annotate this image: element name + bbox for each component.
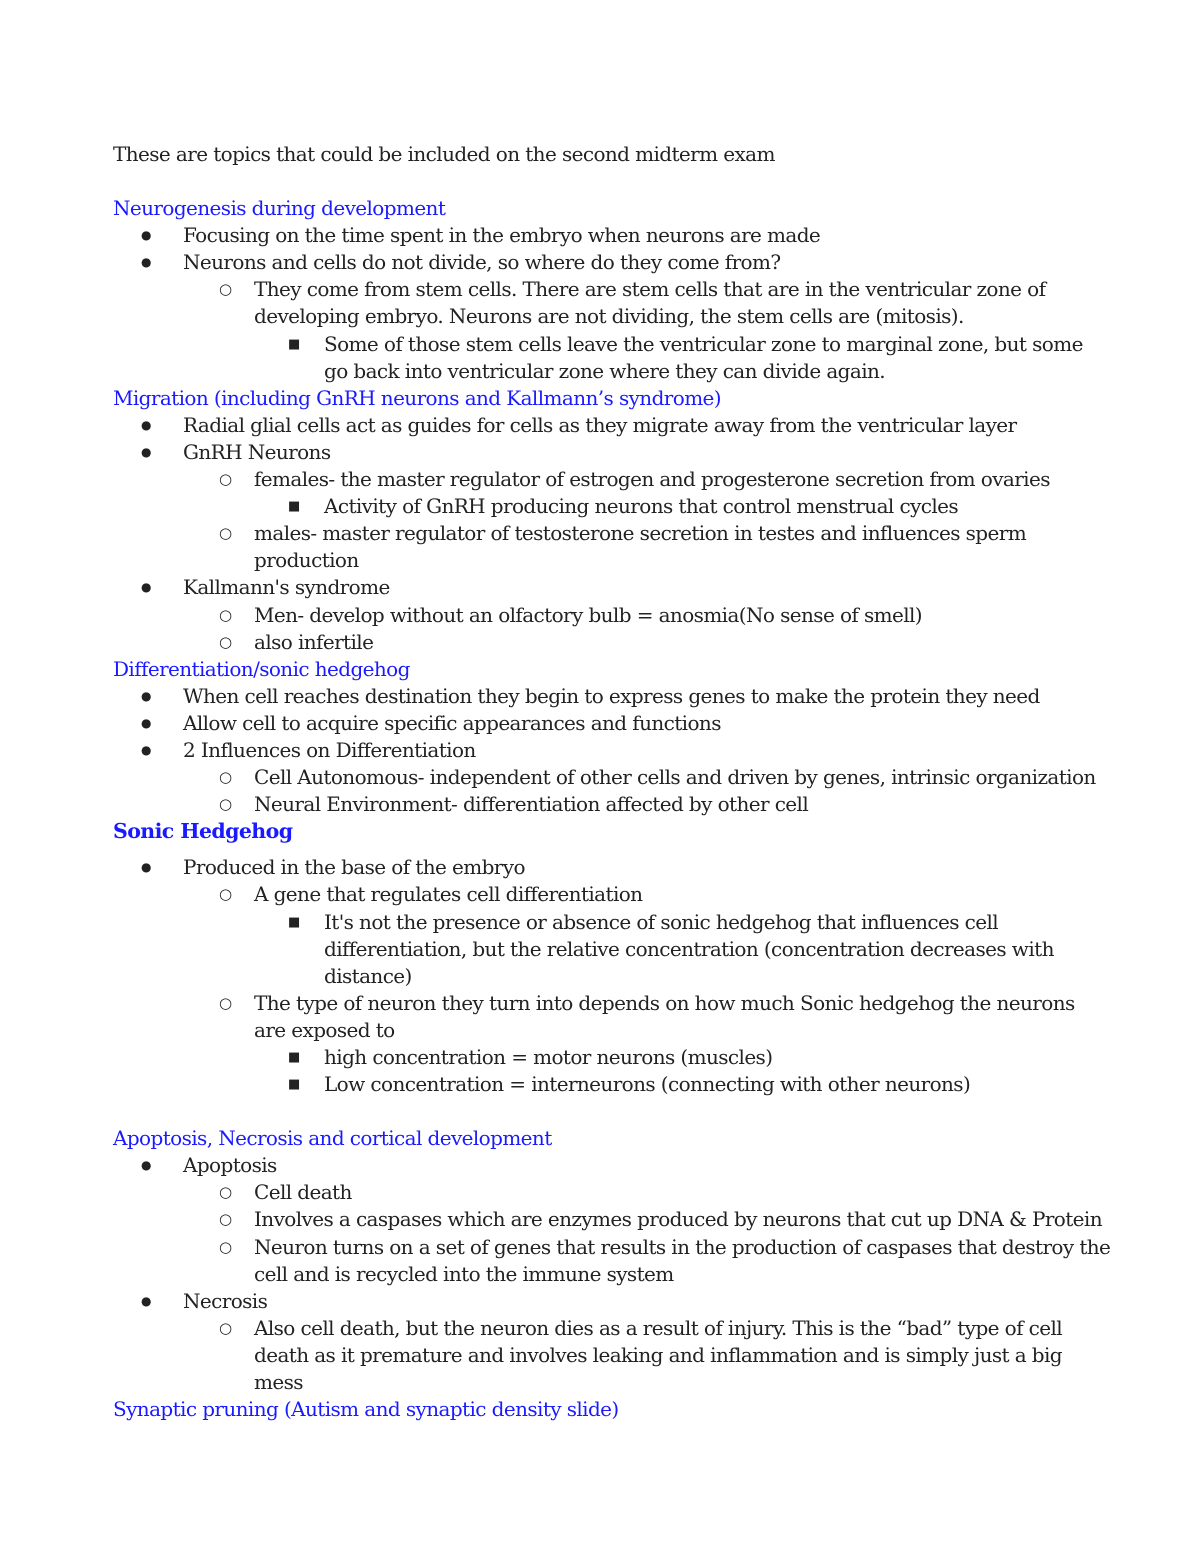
list-item-text: When cell reaches destination they begin to express genes to make the protein they need	[183, 683, 1040, 708]
list-item	[113, 249, 1113, 276]
bullet-circle: ○	[219, 605, 232, 624]
bullet-circle: ○	[219, 470, 232, 489]
list-item-text-cont: production	[254, 548, 359, 573]
list-item-text: high concentration = motor neurons (muscles)	[324, 1045, 773, 1069]
bullet-disc: ●	[141, 1293, 151, 1308]
list-item-text: Involves a caspases which are enzymes produced by neurons that cut up DNA & Protein	[254, 1207, 1102, 1232]
list-item-text: Low concentration = interneurons (connecting with other neurons)	[324, 1072, 971, 1097]
list-item-text: also infertile	[254, 629, 374, 654]
list-item	[113, 764, 1113, 791]
bullet-circle: ○	[219, 993, 232, 1012]
list-item-text-cont: cell and is recycled into the immune system	[254, 1261, 674, 1286]
list-item	[113, 1071, 1113, 1098]
section-heading-synaptic-pruning: Synaptic pruning (Autism and synaptic density slide)	[113, 1397, 619, 1422]
list-item-text-cont: are exposed to	[254, 1017, 395, 1042]
list-item	[113, 1206, 1113, 1233]
list-item-text: Cell Autonomous- independent of other cells and driven by genes, intrinsic organization	[254, 765, 1096, 790]
bullet-disc: ●	[141, 742, 151, 757]
list-item	[113, 737, 1113, 764]
list-item	[113, 1234, 1113, 1288]
list-item	[113, 412, 1113, 439]
list-item-text: The type of neuron they turn into depends on how much Sonic hedgehog the neurons	[254, 990, 1075, 1015]
list-item	[113, 439, 1113, 466]
list-item-text: Some of those stem cells leave the ventricular zone to marginal zone, but some	[324, 331, 1083, 356]
list-item-text: females- the master regulator of estrogen and progesterone secretion from ovaries	[254, 467, 1050, 492]
list-item	[113, 520, 1113, 574]
list-item-text: Allow cell to acquire specific appearances and functions	[183, 710, 721, 735]
list-item-text-cont: death as it premature and involves leaking and inflammation and is simply just a big	[254, 1342, 1062, 1367]
bullet-circle: ○	[219, 768, 232, 787]
bullet-circle: ○	[219, 795, 232, 814]
list-item-text: Apoptosis	[183, 1153, 277, 1178]
bullet-square: ■	[288, 1050, 300, 1065]
list-item-text: Produced in the base of the embryo	[183, 855, 525, 880]
list-item	[113, 683, 1113, 710]
bullet-disc: ●	[141, 1158, 151, 1173]
bullet-square: ■	[288, 1077, 300, 1093]
list-item-text: It's not the presence or absence of sonic hedgehog that influences cell	[324, 909, 999, 934]
bullet-disc: ●	[141, 860, 151, 875]
bullet-disc: ●	[141, 688, 151, 703]
list-item	[113, 466, 1113, 493]
bullet-circle: ○	[219, 1183, 232, 1202]
intro-text: These are topics that could be included on the second midterm exam	[113, 142, 775, 166]
list-item-text: Men- develop without an olfactory bulb = anosmia(No sense of smell)	[254, 602, 923, 627]
list-item-text: Neural Environment- differentiation affected by other cell	[254, 792, 809, 817]
section-heading-neurogenesis: Neurogenesis during development	[113, 196, 446, 221]
list-item-text: Cell death	[254, 1180, 352, 1205]
list-item-text: Neuron turns on a set of genes that results in the production of caspases that destroy the	[254, 1234, 1111, 1259]
bullet-circle: ○	[219, 1210, 232, 1229]
section-heading-apoptosis: Apoptosis, Necrosis and cortical development	[113, 1126, 552, 1151]
list-item-text: GnRH Neurons	[183, 439, 331, 464]
list-item-text: Radial glial cells act as guides for cells as they migrate away from the ventricular layer	[183, 412, 1017, 437]
list-item	[113, 276, 1113, 330]
list-item	[113, 909, 1113, 990]
bullet-disc: ●	[141, 228, 151, 243]
section-heading-differentiation: Differentiation/sonic hedgehog	[113, 656, 410, 681]
list-item	[113, 791, 1113, 818]
list-item	[113, 710, 1113, 737]
bullet-disc: ●	[141, 417, 151, 432]
list-item	[113, 602, 1113, 629]
bullet-disc: ●	[141, 255, 151, 270]
bullet-circle: ○	[219, 280, 232, 299]
bullet-disc: ●	[141, 715, 151, 730]
spacer	[113, 1098, 1113, 1125]
list-item	[113, 990, 1113, 1044]
list-item-text-cont: mess	[254, 1370, 303, 1395]
list-item-text: Kallmann's syndrome	[183, 575, 390, 600]
list-item	[113, 1044, 1113, 1071]
list-item	[113, 881, 1113, 908]
bullet-circle: ○	[219, 524, 232, 543]
list-item	[113, 629, 1113, 656]
spacer	[113, 845, 1113, 854]
section-heading-sonic-hedgehog: Sonic Hedgehog	[113, 819, 293, 844]
list-item-text: males- master regulator of testosterone secretion in testes and influences sperm	[254, 521, 1027, 546]
list-item-text: Necrosis	[183, 1288, 268, 1313]
list-item-text: Also cell death, but the neuron dies as a result of injury. This is the “bad” type of cell	[254, 1315, 1063, 1340]
bullet-square: ■	[288, 914, 300, 930]
list-item	[113, 331, 1113, 385]
bullet-disc: ●	[141, 444, 151, 459]
section-heading-migration: Migration (including GnRH neurons and Kallmann’s syndrome)	[113, 385, 721, 410]
list-item-text: Focusing on the time spent in the embryo when neurons are made	[183, 223, 821, 248]
list-item	[113, 854, 1113, 881]
list-item-text: Activity of GnRH producing neurons that control menstrual cycles	[324, 494, 959, 519]
list-item	[113, 1179, 1113, 1206]
list-item-text: They come from stem cells. There are stem cells that are in the ventricular zone of	[254, 277, 1046, 302]
bullet-square: ■	[288, 499, 300, 515]
list-item	[113, 574, 1113, 601]
list-item	[113, 1288, 1113, 1315]
list-item	[113, 1152, 1113, 1179]
bullet-disc: ●	[141, 580, 151, 595]
list-item-text-cont: developing embryo. Neurons are not dividing, the stem cells are (mitosis).	[254, 304, 964, 329]
list-item-text-cont: differentiation, but the relative concentration (concentration decreases with	[324, 936, 1054, 961]
list-item-text: Neurons and cells do not divide, so where do they come from?	[183, 250, 781, 275]
bullet-circle: ○	[219, 632, 232, 651]
spacer	[113, 168, 1113, 195]
bullet-circle: ○	[219, 885, 232, 904]
list-item	[113, 1315, 1113, 1396]
list-item	[113, 493, 1113, 520]
bullet-circle: ○	[219, 1237, 232, 1256]
list-item-text: 2 Influences on Differentiation	[183, 737, 476, 762]
list-item-text-cont: distance)	[324, 963, 412, 988]
list-item-text: A gene that regulates cell differentiation	[254, 882, 643, 907]
bullet-square: ■	[288, 336, 300, 352]
document-body	[113, 141, 1113, 1423]
list-item	[113, 222, 1113, 249]
list-item-text-cont: go back into ventricular zone where they can divide again.	[324, 358, 886, 383]
bullet-circle: ○	[219, 1318, 232, 1337]
